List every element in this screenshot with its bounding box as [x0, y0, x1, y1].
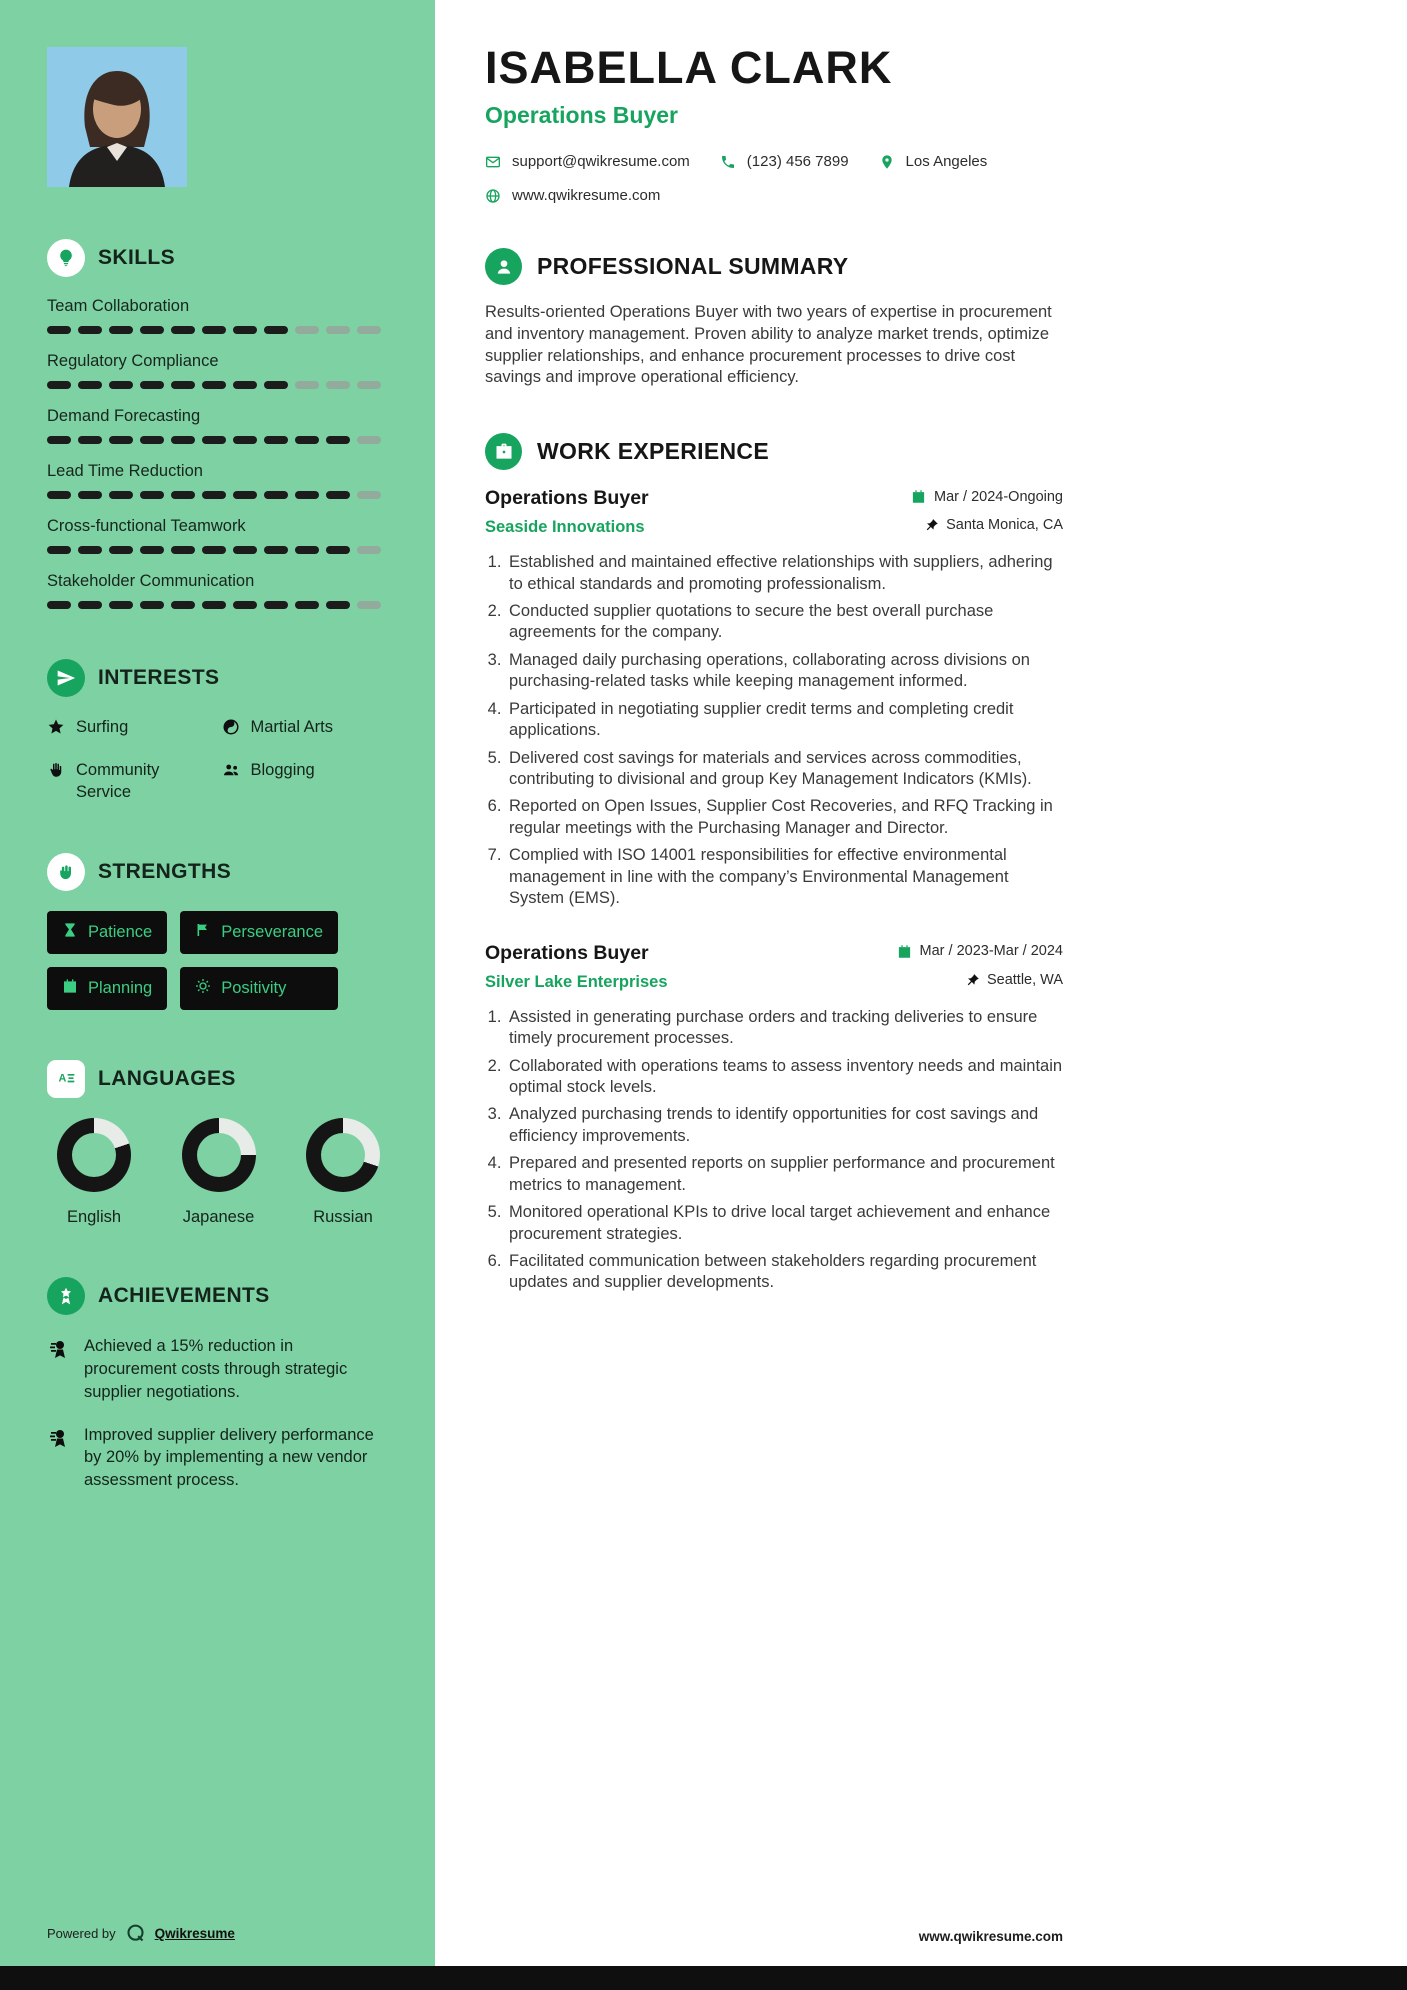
- main-content: [435, 0, 1407, 1990]
- skill-item: [47, 352, 390, 389]
- award-icon: [47, 1337, 71, 1403]
- skill-level-bar: [47, 546, 390, 554]
- map-pin-icon: [879, 154, 895, 170]
- language-donut: [306, 1118, 380, 1192]
- skill-dash: [78, 326, 102, 334]
- skill-dash: [171, 546, 195, 554]
- strengths-section: [47, 853, 390, 1010]
- skill-dash: [264, 381, 288, 389]
- achievement-text: Improved supplier delivery performance by 20% by implementing a new vendor assessment process.: [84, 1425, 374, 1490]
- skill-dash: [295, 546, 319, 554]
- skill-dash: [140, 546, 164, 554]
- skill-dash: [47, 491, 71, 499]
- skill-dash: [109, 546, 133, 554]
- interest-item: [47, 717, 216, 742]
- skill-dash: [171, 381, 195, 389]
- job-entry: [485, 942, 1063, 1294]
- bottom-bar: [0, 1966, 1407, 1990]
- website-value: www.qwikresume.com: [512, 187, 661, 204]
- skill-dash: [47, 436, 71, 444]
- language-donut: [57, 1118, 131, 1192]
- achievement-item: [47, 1335, 390, 1403]
- job-company: Silver Lake Enterprises: [485, 972, 668, 991]
- powered-by-label: Powered by: [47, 1926, 116, 1941]
- skill-dash: [78, 601, 102, 609]
- skill-item: [47, 462, 390, 499]
- experience-bullet: 6. Reported on Open Issues, Supplier Cost Recoveries, and RFQ Tracking in regular meetings with the Purchasing Manager and Director.: [506, 796, 1063, 839]
- experience-bullet: 7. Complied with ISO 14001 responsibilities for effective environmental management in line with the company’s Environmental Management System (EMS).: [506, 845, 1063, 909]
- skill-dash: [202, 601, 226, 609]
- email-value: support@qwikresume.com: [512, 153, 690, 170]
- location-pin-icon: [966, 973, 980, 987]
- achievements-heading: ACHIEVEMENTS: [98, 1284, 270, 1308]
- skill-dash: [357, 436, 381, 444]
- skill-level-bar: [47, 326, 390, 334]
- skill-dash: [202, 381, 226, 389]
- skill-dash: [357, 601, 381, 609]
- paper-plane-icon: [47, 659, 85, 697]
- skill-dash: [202, 491, 226, 499]
- skill-dash: [357, 546, 381, 554]
- skills-heading: SKILLS: [98, 246, 176, 269]
- calendar-icon: [897, 944, 912, 959]
- skill-level-bar: [47, 601, 390, 609]
- language-item: [306, 1118, 380, 1227]
- skill-label: Regulatory Compliance: [47, 352, 219, 370]
- medal-icon: [47, 1277, 85, 1315]
- skill-dash: [326, 326, 350, 334]
- calendar-icon: [911, 489, 926, 504]
- users-icon: [222, 761, 240, 785]
- skill-dash: [295, 601, 319, 609]
- skill-item: [47, 407, 390, 444]
- job-bullet-list: [485, 552, 1063, 910]
- languages-section: [47, 1060, 390, 1227]
- job-title: Operations Buyer: [485, 941, 649, 964]
- profile-photo: [47, 47, 187, 187]
- skill-dash: [109, 601, 133, 609]
- job-company: Seaside Innovations: [485, 518, 645, 537]
- skill-label: Team Collaboration: [47, 297, 190, 315]
- experience-heading: WORK EXPERIENCE: [537, 438, 769, 465]
- strength-label: Positivity: [221, 979, 287, 998]
- strength-chip: [47, 967, 167, 1010]
- star-icon: [47, 718, 65, 742]
- skill-level-bar: [47, 436, 390, 444]
- experience-bullet: 5. Delivered cost savings for materials and services across commodities, contributing to divisional and group Key Management Indicators (KMIs).: [506, 748, 1063, 791]
- skill-dash: [140, 601, 164, 609]
- contact-website: [485, 187, 660, 204]
- experience-bullet: 1. Assisted in generating purchase orders and tracking deliveries to ensure timely procurement processes.: [506, 1007, 1063, 1050]
- skill-dash: [264, 491, 288, 499]
- strength-chip: [47, 911, 167, 954]
- skill-dash: [140, 381, 164, 389]
- contact-location: [879, 153, 988, 170]
- achievement-item: [47, 1424, 390, 1492]
- achievements-section: [47, 1277, 390, 1492]
- translate-icon: [47, 1060, 85, 1098]
- powered-by: [47, 1923, 235, 1944]
- svg-text:A: A: [58, 1072, 67, 1085]
- location-pin-icon: [925, 518, 939, 532]
- contact-email: [485, 153, 690, 170]
- skill-dash: [78, 381, 102, 389]
- strength-label: Planning: [88, 979, 153, 998]
- hourglass-icon: [62, 922, 78, 943]
- skill-dash: [326, 491, 350, 499]
- skill-item: [47, 572, 390, 609]
- job-location: Seattle, WA: [966, 972, 1063, 988]
- person-icon: [485, 248, 522, 285]
- skill-dash: [357, 491, 381, 499]
- job-title: Operations Buyer: [485, 487, 649, 510]
- skill-dash: [233, 436, 257, 444]
- skill-dash: [295, 436, 319, 444]
- interests-section: [47, 659, 390, 803]
- skill-dash: [357, 326, 381, 334]
- envelope-icon: [485, 154, 501, 170]
- experience-bullet: 3. Managed daily purchasing operations, collaborating across divisions on purchasing-related tasks while keeping management informed.: [506, 650, 1063, 693]
- experience-section: [485, 433, 1063, 1294]
- skill-dash: [47, 601, 71, 609]
- skill-dash: [78, 546, 102, 554]
- interest-label: Community Service: [76, 761, 160, 801]
- sun-icon: [195, 978, 211, 999]
- skill-dash: [171, 491, 195, 499]
- language-label: Japanese: [182, 1208, 255, 1227]
- skill-dash: [264, 546, 288, 554]
- strength-label: Patience: [88, 923, 153, 942]
- skill-dash: [47, 546, 71, 554]
- skill-label: Demand Forecasting: [47, 407, 201, 425]
- skill-dash: [109, 436, 133, 444]
- language-item: [182, 1118, 256, 1227]
- skill-dash: [264, 326, 288, 334]
- interest-label: Blogging: [250, 761, 315, 780]
- skill-item: [47, 297, 390, 334]
- award-icon: [47, 1426, 71, 1492]
- skill-label: Lead Time Reduction: [47, 462, 203, 480]
- job-entry: [485, 487, 1063, 910]
- skill-dash: [233, 326, 257, 334]
- skill-dash: [109, 381, 133, 389]
- skill-dash: [233, 381, 257, 389]
- summary-section: [485, 248, 1063, 389]
- interest-item: [222, 717, 391, 742]
- skill-item: [47, 517, 390, 554]
- experience-bullet: 4. Participated in negotiating supplier credit terms and completing credit applications.: [506, 699, 1063, 742]
- sidebar: [0, 0, 435, 1990]
- skill-dash: [233, 601, 257, 609]
- skill-level-bar: [47, 381, 390, 389]
- achievement-text: Achieved a 15% reduction in procurement costs through strategic supplier negotiations.: [84, 1337, 348, 1401]
- interest-item: [222, 760, 391, 803]
- skill-dash: [109, 491, 133, 499]
- skill-dash: [171, 601, 195, 609]
- skill-dash: [202, 546, 226, 554]
- skills-section: [47, 239, 390, 609]
- skill-dash: [326, 546, 350, 554]
- calendar-icon: [62, 978, 78, 999]
- skill-dash: [295, 381, 319, 389]
- skill-dash: [233, 546, 257, 554]
- experience-bullet: 1. Established and maintained effective relationships with suppliers, adhering to ethical standards and promoting professionalism.: [506, 552, 1063, 595]
- lightbulb-icon: [47, 239, 85, 277]
- strengths-heading: STRENGTHS: [98, 860, 232, 884]
- language-label: English: [66, 1208, 122, 1227]
- skill-dash: [171, 436, 195, 444]
- location-value: Los Angeles: [905, 153, 988, 170]
- interests-heading: INTERESTS: [98, 666, 220, 689]
- qwikresume-link[interactable]: Qwikresume: [154, 1926, 235, 1941]
- language-label: Russian: [313, 1208, 373, 1227]
- skill-dash: [264, 601, 288, 609]
- candidate-name: ISABELLA CLARK: [485, 42, 893, 93]
- interest-label: Surfing: [76, 718, 129, 736]
- globe-icon: [485, 188, 501, 204]
- job-bullet-list: [485, 1007, 1063, 1294]
- qwikresume-logo: [125, 1923, 146, 1944]
- skill-dash: [109, 326, 133, 334]
- skill-dash: [233, 491, 257, 499]
- skill-dash: [326, 381, 350, 389]
- skill-dash: [295, 491, 319, 499]
- experience-bullet: 2. Conducted supplier quotations to secure the best overall purchase agreements for the company.: [506, 601, 1063, 644]
- job-dates: Mar / 2023-Mar / 2024: [897, 943, 1063, 959]
- interest-item: [47, 760, 216, 803]
- fist-icon: [47, 853, 85, 891]
- phone-value: (123) 456 7899: [746, 153, 849, 170]
- strength-chip: [180, 967, 338, 1010]
- martial-arts-icon: [222, 718, 240, 742]
- skill-dash: [78, 436, 102, 444]
- hand-icon: [47, 761, 65, 785]
- skill-dash: [326, 436, 350, 444]
- experience-bullet: 4. Prepared and presented reports on supplier performance and procurement metrics to management.: [506, 1153, 1063, 1196]
- skill-dash: [140, 326, 164, 334]
- experience-bullet: 6. Facilitated communication between stakeholders regarding procurement updates and supplier developments.: [506, 1251, 1063, 1294]
- strength-label: Perseverance: [221, 923, 324, 942]
- skill-dash: [140, 491, 164, 499]
- skill-dash: [264, 436, 288, 444]
- summary-text: Results-oriented Operations Buyer with two years of expertise in procurement and inventory management. Proven ability to analyze market trends, optimize supplier relationships, and enhance procurement processes to drive cost savings and improve operational efficiency.: [485, 303, 1052, 387]
- skill-level-bar: [47, 491, 390, 499]
- language-item: [57, 1118, 131, 1227]
- skill-dash: [78, 491, 102, 499]
- avatar: [47, 47, 187, 187]
- job-location: Santa Monica, CA: [925, 517, 1063, 533]
- interest-label: Martial Arts: [250, 718, 334, 736]
- job-dates: Mar / 2024-Ongoing: [911, 489, 1063, 505]
- experience-bullet: 3. Analyzed purchasing trends to identify opportunities for cost savings and efficiency improvements.: [506, 1104, 1063, 1147]
- skill-dash: [326, 601, 350, 609]
- skill-label: Cross-functional Teamwork: [47, 517, 246, 535]
- skill-dash: [171, 326, 195, 334]
- phone-icon: [720, 154, 736, 170]
- candidate-title: Operations Buyer: [485, 102, 678, 128]
- experience-bullet: 2. Collaborated with operations teams to assess inventory needs and maintain optimal stock levels.: [506, 1056, 1063, 1099]
- skill-dash: [47, 326, 71, 334]
- skill-dash: [202, 436, 226, 444]
- language-donut: [182, 1118, 256, 1192]
- languages-heading: LANGUAGES: [98, 1067, 236, 1091]
- briefcase-icon: [485, 433, 522, 470]
- summary-heading: PROFESSIONAL SUMMARY: [537, 253, 849, 279]
- flag-icon: [195, 922, 211, 943]
- skill-dash: [202, 326, 226, 334]
- skill-label: Stakeholder Communication: [47, 572, 255, 590]
- experience-bullet: 5. Monitored operational KPIs to drive local target achievement and enhance procurement strategies.: [506, 1202, 1063, 1245]
- strength-chip: [180, 911, 338, 954]
- skill-dash: [295, 326, 319, 334]
- contact-phone: [720, 153, 849, 170]
- skill-dash: [47, 381, 71, 389]
- skill-dash: [140, 436, 164, 444]
- skill-dash: [357, 381, 381, 389]
- footer-website: www.qwikresume.com: [918, 1929, 1063, 1944]
